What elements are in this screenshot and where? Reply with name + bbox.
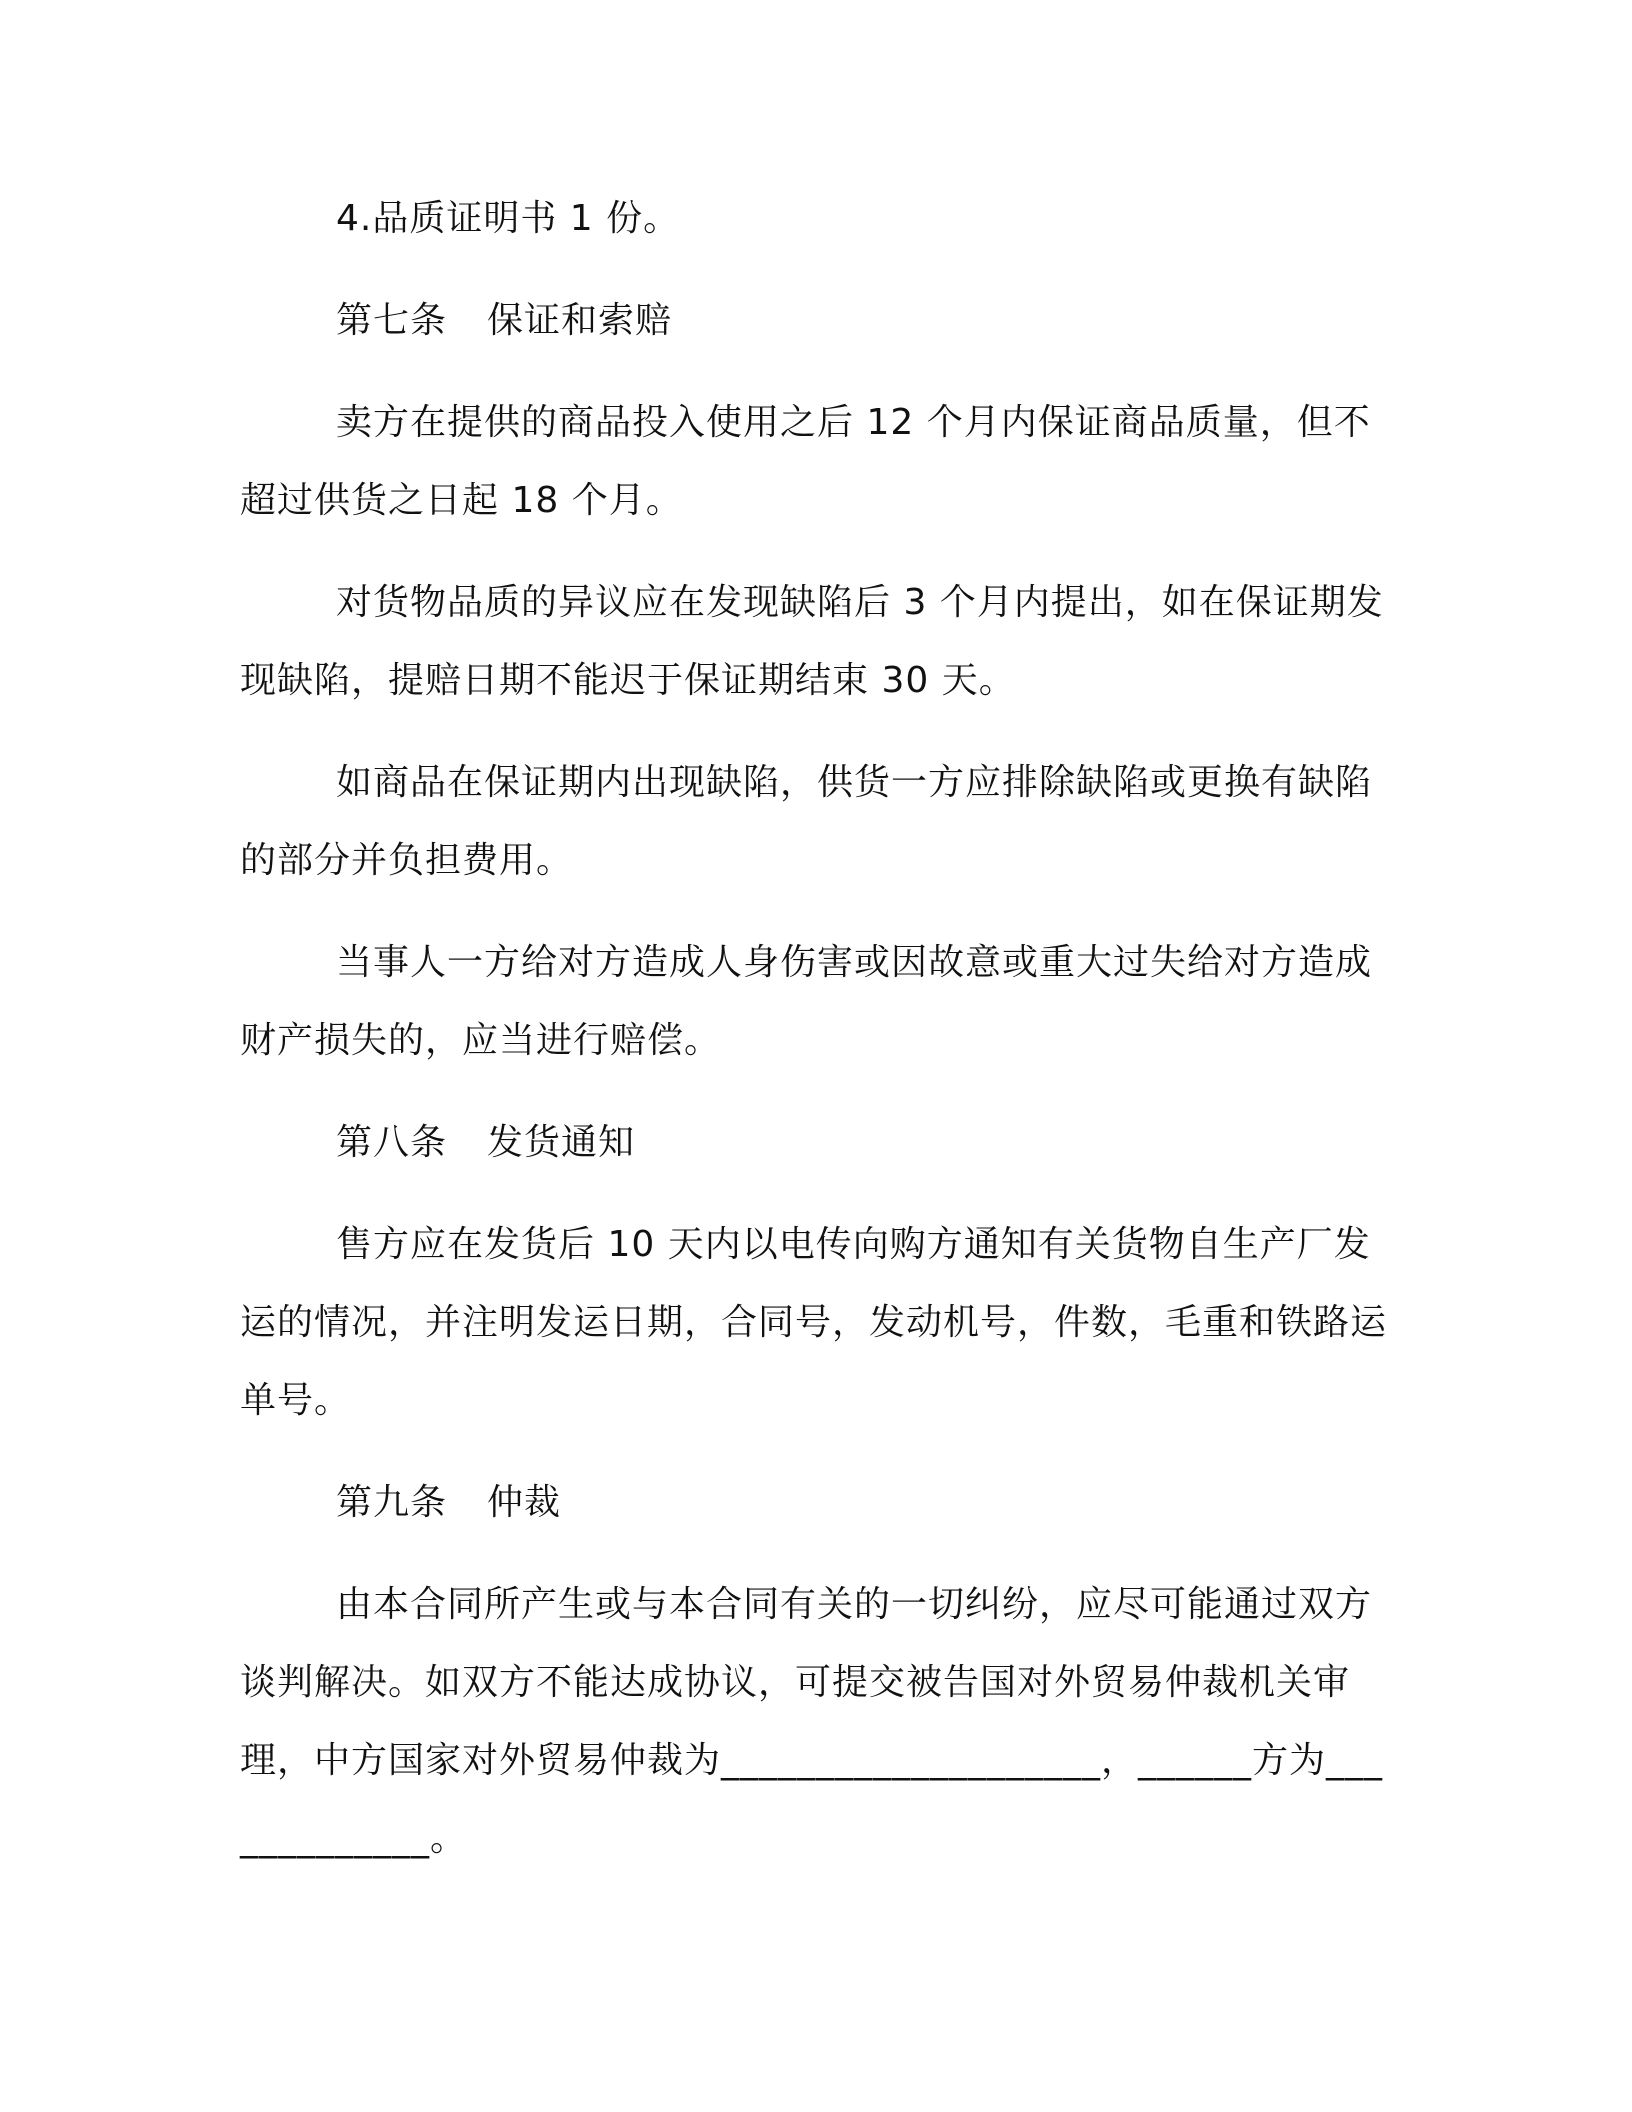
article-8-title: 发货通知	[487, 1122, 636, 1163]
article-9-heading	[240, 1464, 1390, 1542]
quality-certificate-item: 4.品质证明书 1 份。	[336, 198, 681, 239]
document-page	[240, 180, 1390, 1878]
article-7-heading	[240, 282, 1390, 360]
article-7-number: 第七条	[336, 300, 448, 341]
article-9-paragraph-1: 由本合同所产生或与本合同有关的一切纠纷，应尽可能通过双方谈判解决。如双方不能达成协议，可提交被告国对外贸易仲裁机关审理，中方国家对外贸易仲裁为____________________，______方为_____________。	[240, 1584, 1384, 1859]
article-7-paragraph-2: 对货物品质的异议应在发现缺陷后 3 个月内提出，如在保证期发现缺陷，提赔日期不能迟于保证期结束 30 天。	[240, 582, 1384, 701]
article-8-number: 第八条	[336, 1122, 448, 1163]
article-8-paragraph-1: 售方应在发货后 10 天内以电传向购方通知有关货物自生产厂发运的情况，并注明发运日期，合同号，发动机号，件数，毛重和铁路运单号。	[240, 1224, 1388, 1421]
article-7-paragraph-4: 当事人一方给对方造成人身伤害或因故意或重大过失给对方造成财产损失的，应当进行赔偿。	[240, 942, 1373, 1061]
article-7-paragraph-3: 如商品在保证期内出现缺陷，供货一方应排除缺陷或更换有缺陷的部分并负担费用。	[240, 762, 1373, 881]
article-7-paragraph-1: 卖方在提供的商品投入使用之后 12 个月内保证商品质量，但不超过供货之日起 18 个月。	[240, 402, 1371, 521]
article-7-title: 保证和索赔	[487, 300, 673, 341]
article-8-heading	[240, 1104, 1390, 1182]
article-9-title: 仲裁	[487, 1482, 562, 1523]
article-9-number: 第九条	[336, 1482, 448, 1523]
